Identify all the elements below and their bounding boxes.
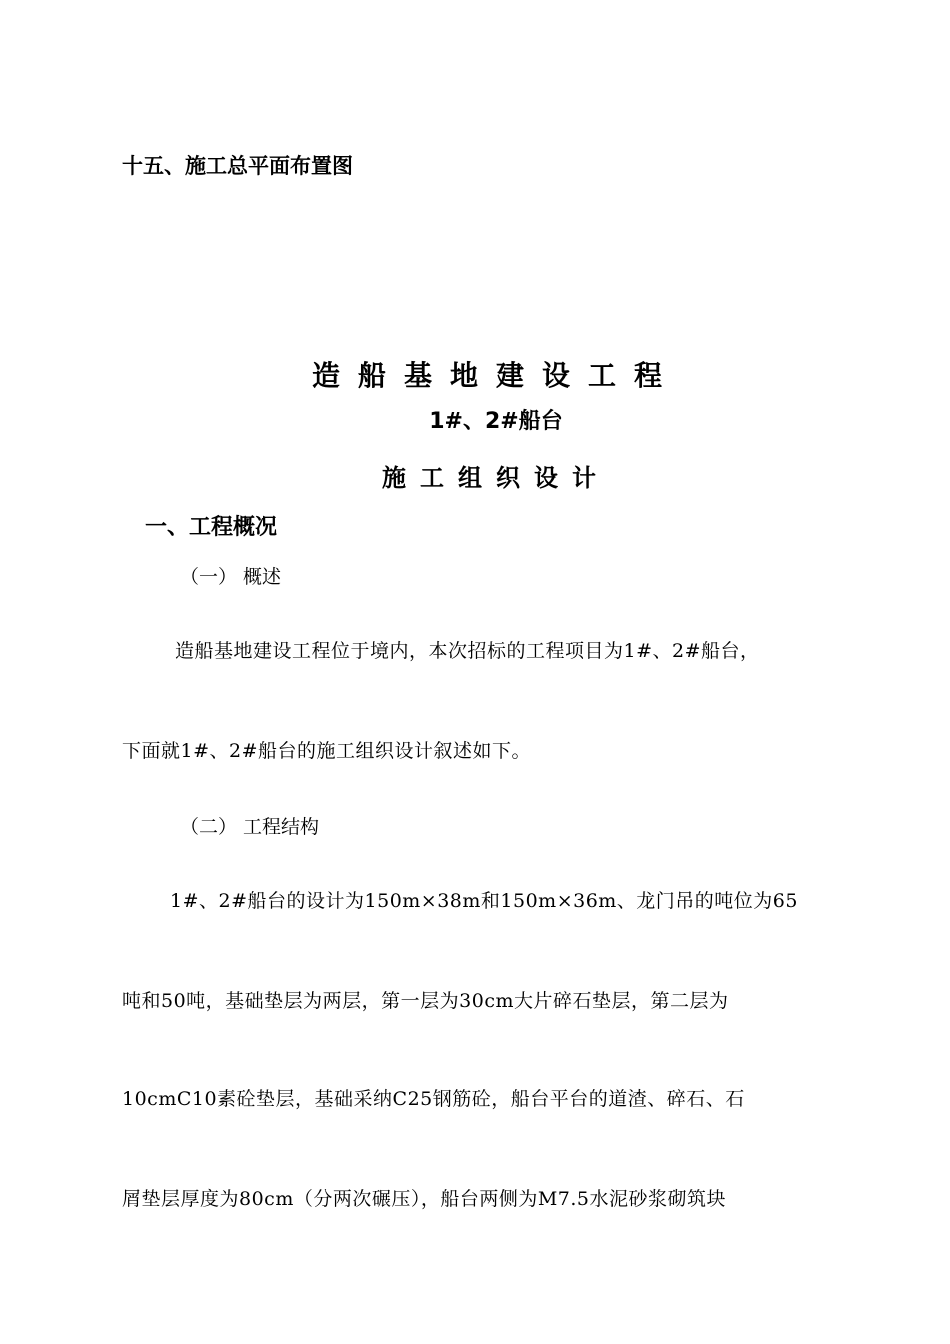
section-heading: 十五、施工总平面布置图 xyxy=(122,154,353,178)
subsection-heading-overview: （一） 概述 xyxy=(180,566,282,588)
paragraph-line: 10cmC10素砼垫层，基础采纳C25钢筋砼，船台平台的道渣、碎石、石 xyxy=(122,1088,745,1110)
paragraph-line: 造船基地建设工程位于境内，本次招标的工程项目为1#、2#船台， xyxy=(175,640,760,662)
paragraph-line: 吨和50吨，基础垫层为两层，第一层为30cm大片碎石垫层，第二层为 xyxy=(122,990,729,1012)
document-subtitle: 1#、2#船台 xyxy=(429,409,563,434)
paragraph-line: 屑垫层厚度为80cm（分两次碾压），船台两侧为M7.5水泥砂浆砌筑块 xyxy=(122,1188,727,1210)
document-title: 造船基地建设工程 xyxy=(311,359,680,392)
chapter-heading: 一、工程概况 xyxy=(145,515,278,540)
paragraph-line: 下面就1#、2#船台的施工组织设计叙述如下。 xyxy=(122,740,532,762)
paragraph-line: 1#、2#船台的设计为150m×38m和150m×36m、龙门吊的吨位为65 xyxy=(170,890,798,912)
subsection-heading-structure: （二） 工程结构 xyxy=(180,816,320,838)
document-subtitle-2: 施工组织设计 xyxy=(382,464,610,492)
